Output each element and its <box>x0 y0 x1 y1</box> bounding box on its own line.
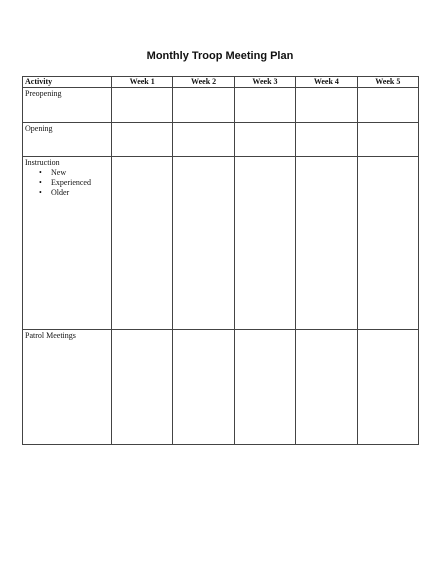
table-row-opening <box>23 123 419 157</box>
row-label-cell <box>23 123 112 157</box>
header-week-4: Week 4 <box>296 77 357 88</box>
instruction-sub-list <box>25 168 109 198</box>
bullet-icon: • <box>39 178 42 187</box>
table-cell-week-2 <box>173 88 234 123</box>
header-week-2: Week 2 <box>173 77 234 88</box>
table-cell-week-3 <box>234 157 295 330</box>
table-cell-week-4 <box>296 88 357 123</box>
row-label-cell <box>23 330 112 445</box>
list-item <box>39 168 109 178</box>
table-cell-week-4 <box>296 157 357 330</box>
list-item <box>39 188 109 198</box>
list-item <box>39 178 109 188</box>
row-label-cell <box>23 157 112 330</box>
row-label-opening: Opening <box>25 124 53 133</box>
table-cell-week-4 <box>296 330 357 445</box>
table-cell-week-5 <box>357 88 418 123</box>
table-cell-week-5 <box>357 157 418 330</box>
header-week-3: Week 3 <box>234 77 295 88</box>
header-activity: Activity <box>23 77 112 88</box>
table-cell-week-2 <box>173 157 234 330</box>
table-cell-week-1 <box>112 123 173 157</box>
table-row-instruction <box>23 157 419 330</box>
row-label-instruction: Instruction <box>25 158 60 167</box>
table-row-patrol-meetings <box>23 330 419 445</box>
table-cell-week-1 <box>112 157 173 330</box>
list-item-label: Older <box>51 188 70 197</box>
table-cell-week-2 <box>173 123 234 157</box>
table-cell-week-4 <box>296 123 357 157</box>
row-label-cell <box>23 88 112 123</box>
row-label-preopening: Preopening <box>25 89 62 98</box>
header-week-5: Week 5 <box>357 77 418 88</box>
table-cell-week-5 <box>357 123 418 157</box>
table-row-preopening <box>23 88 419 123</box>
table-cell-week-2 <box>173 330 234 445</box>
table-cell-week-3 <box>234 330 295 445</box>
table-header-row <box>23 77 419 88</box>
list-item-label: New <box>51 168 67 177</box>
table-cell-week-3 <box>234 123 295 157</box>
row-label-patrol-meetings: Patrol Meetings <box>25 331 76 340</box>
table-cell-week-1 <box>112 88 173 123</box>
table-cell-week-1 <box>112 330 173 445</box>
bullet-icon: • <box>39 188 42 197</box>
table-cell-week-3 <box>234 88 295 123</box>
list-item-label: Experienced <box>51 178 91 187</box>
meeting-plan-table <box>22 76 419 445</box>
header-week-1: Week 1 <box>112 77 173 88</box>
table-cell-week-5 <box>357 330 418 445</box>
document-title: Monthly Troop Meeting Plan <box>146 50 294 62</box>
bullet-icon: • <box>39 168 42 177</box>
